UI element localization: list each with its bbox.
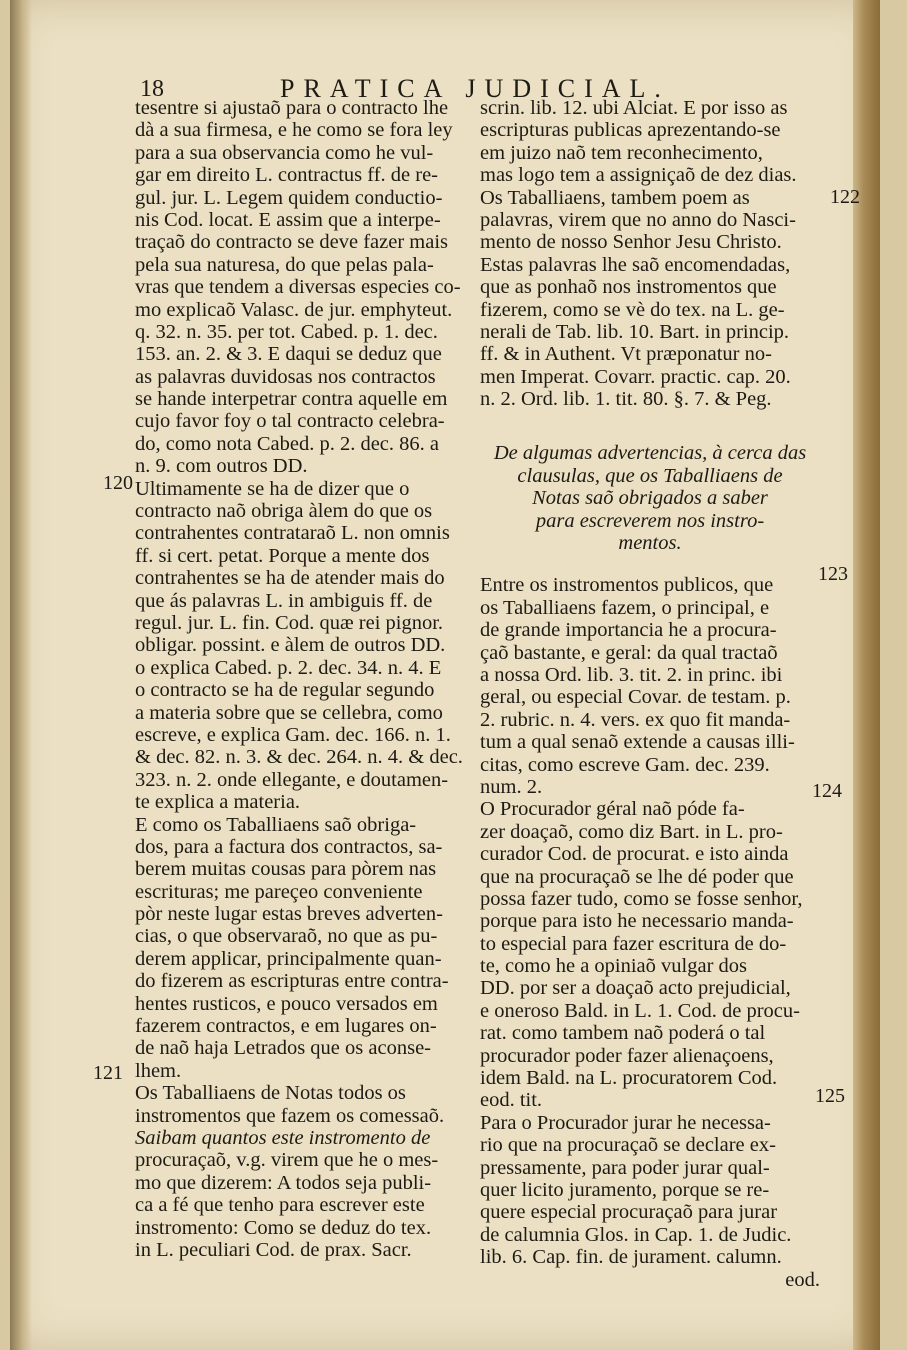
- text-line: contracto naõ obriga àlem do que os: [135, 500, 433, 523]
- text-line: gar em direito L. contractus ff. de re-: [135, 164, 439, 187]
- text-line: a nossa Ord. lib. 3. tit. 2. in princ. ibi: [480, 663, 783, 686]
- text-line: q. 32. n. 35. per tot. Cabed. p. 1. dec.: [135, 320, 438, 343]
- text-line: para a sua observancia como he vul-: [135, 141, 434, 164]
- text-line: ca a fé que tenho para escrever este: [135, 1194, 425, 1217]
- text-line: Para o Procurador jurar he necessa-: [480, 1111, 771, 1134]
- text-line: de calumnia Glos. in Cap. 1. de Judic.: [480, 1223, 792, 1246]
- text-line: contrahentes contrataraõ L. non omnis: [135, 522, 450, 545]
- text-line: to especial para fazer escritura de do-: [480, 932, 787, 955]
- text-line: vras que tendem a diversas especies co-: [135, 276, 461, 299]
- section-heading-line: clausulas, que os Taballiaens de: [517, 464, 783, 487]
- text-line: lib. 6. Cap. fin. de jurament. calumn.: [480, 1246, 782, 1269]
- margin-number: 125: [815, 1085, 845, 1107]
- text-line: n. 9. com outros DD.: [135, 455, 308, 478]
- text-line: instromento: Como se deduz do tex.: [135, 1216, 432, 1239]
- text-line: Os Taballiaens de Notas todos os: [135, 1082, 406, 1105]
- page-number: 18: [140, 76, 164, 102]
- text-line: em juizo naõ tem reconhecimento,: [480, 141, 763, 164]
- text-line: geral, ou especial Covar. de testam. p.: [480, 686, 791, 709]
- text-line: de grande importancia he a procura-: [480, 619, 777, 642]
- text-line: & dec. 82. n. 3. & dec. 264. n. 4. & dec.: [135, 746, 463, 769]
- text-line: mas logo tem a assigniçaõ de dez dias.: [480, 164, 797, 187]
- text-line: Saibam quantos este instromento de: [135, 1126, 431, 1149]
- text-line: derem applicar, principalmente quan-: [135, 947, 442, 970]
- text-line: se hande interpetrar contra aquelle em: [135, 388, 448, 411]
- margin-number: 122: [830, 186, 860, 208]
- text-line: pela sua naturesa, do que pelas pala-: [135, 253, 434, 276]
- margin-number: 124: [812, 780, 842, 802]
- text-line: lhem.: [135, 1059, 182, 1082]
- text-line: que as ponhaõ nos instromentos que: [480, 276, 777, 299]
- text-line: do, como nota Cabed. p. 2. dec. 86. a: [135, 432, 440, 455]
- text-line: 2. rubric. n. 4. vers. ex quo fit manda-: [480, 708, 791, 731]
- left-column: [135, 97, 470, 1261]
- section-heading-line: para escreverem nos instro-: [535, 509, 765, 532]
- text-line: nerali de Tab. lib. 10. Bart. in princip.: [480, 320, 790, 343]
- text-line: ff. si cert. petat. Porque a mente dos: [135, 544, 430, 567]
- text-line: traçaõ do contracto se deve fazer mais: [135, 231, 449, 254]
- text-line: escreve, e explica Gam. dec. 166. n. 1.: [135, 723, 451, 746]
- text-line: regul. jur. L. fin. Cod. quæ rei pignor.: [135, 611, 444, 634]
- text-line: 323. n. 2. onde ellegante, e doutamen-: [135, 768, 449, 791]
- text-line: Os Taballiaens, tambem poem as: [480, 186, 750, 209]
- text-line: citas, como escreve Gam. dec. 239.: [480, 753, 770, 776]
- text-line: tesentre si ajustaõ para o contracto lhe: [135, 97, 449, 119]
- text-line: Ultimamente se ha de dizer que o: [135, 477, 410, 500]
- text-line: quer licito juramento, porque se re-: [480, 1178, 770, 1201]
- text-line: DD. por ser a doaçaõ acto prejudicial,: [480, 977, 791, 1000]
- text-line: çaõ bastante, e geral: da qual tractaõ: [480, 641, 778, 664]
- text-line: rio que na procuraçaõ se declare ex-: [480, 1134, 776, 1157]
- text-line: contrahentes se ha de atender mais do: [135, 567, 445, 590]
- text-line: nis Cod. locat. E assim que a interpe-: [135, 208, 441, 231]
- text-line: instromentos que fazem os comessaõ.: [135, 1104, 445, 1127]
- text-line: scrin. lib. 12. ubi Alciat. E por isso as: [480, 97, 788, 119]
- margin-number: 123: [818, 563, 848, 585]
- text-line: escrituras; me pareçeo conveniente: [135, 880, 423, 903]
- running-title: PRATICA JUDICIAL.: [280, 74, 670, 103]
- text-line: num. 2.: [480, 775, 543, 798]
- section-heading-line: Notas saõ obrigados a saber: [532, 487, 768, 510]
- text-line: as palavras duvidosas nos contractos: [135, 365, 436, 388]
- text-line: e oneroso Bald. in L. 1. Cod. de procu-: [480, 999, 800, 1022]
- text-line: hentes rusticos, e pouco versados em: [135, 992, 438, 1015]
- text-line: gul. jur. L. Legem quidem conductio-: [135, 186, 443, 209]
- text-line: mo explicaõ Valasc. de jur. emphyteut.: [135, 298, 453, 321]
- text-line: E como os Taballiaens saõ obriga-: [135, 813, 417, 836]
- text-line: O Procurador géral naõ póde fa-: [480, 798, 745, 821]
- text-line: Entre os instromentos publicos, que: [480, 574, 774, 597]
- text-line: cias, o que observaraõ, no que as pu-: [135, 925, 438, 948]
- text-line: o explica Cabed. p. 2. dec. 34. n. 4. E: [135, 656, 442, 679]
- text-line: procurador poder fazer alienaçoens,: [480, 1044, 774, 1067]
- text-line: dos, para a factura dos contractos, sa-: [135, 835, 443, 858]
- text-line: mento de nosso Senhor Jesu Christo.: [480, 231, 782, 254]
- text-line: te, como he a opiniaõ vulgar dos: [480, 955, 748, 978]
- text-line: idem Bald. na L. procuratorem Cod.: [480, 1067, 778, 1090]
- text-line: cujo favor foy o tal contracto celebra-: [135, 410, 445, 433]
- text-line: possa fazer tudo, como se fosse senhor,: [480, 887, 803, 910]
- text-line: rat. como tambem naõ poderá o tal: [480, 1022, 766, 1045]
- text-line: eod.: [785, 1268, 820, 1291]
- margin-number: 121: [93, 1062, 123, 1084]
- text-line: porque para isto he necessario manda-: [480, 910, 794, 933]
- text-line: n. 2. Ord. lib. 1. tit. 80. §. 7. & Peg.: [480, 388, 772, 411]
- text-line: men Imperat. Covarr. practic. cap. 20.: [480, 365, 791, 388]
- text-line: fizerem, como se vè do tex. na L. ge-: [480, 298, 785, 321]
- right-column: [480, 97, 820, 1291]
- text-line: te explica a materia.: [135, 791, 301, 814]
- text-line: pressamente, para poder jurar qual-: [480, 1156, 770, 1179]
- text-line: que na procuraçaõ se lhe dé poder que: [480, 865, 794, 888]
- text-line: fazerem contractos, e em lugares on-: [135, 1015, 437, 1038]
- section-heading-line: mentos.: [618, 532, 682, 555]
- text-line: in L. peculiari Cod. de prax. Sacr.: [135, 1238, 412, 1261]
- text-line: ff. & in Authent. Vt præponatur no-: [480, 343, 772, 366]
- text-line: o contracto se ha de regular segundo: [135, 679, 435, 702]
- text-line: escripturas publicas aprezentando-se: [480, 119, 781, 142]
- text-line: eod. tit.: [480, 1089, 543, 1112]
- text-line: zer doaçaõ, como diz Bart. in L. pro-: [480, 820, 783, 843]
- text-line: do fizerem as escripturas entre contra-: [135, 970, 449, 993]
- text-line: quere especial procuraçaõ para jurar: [480, 1201, 778, 1224]
- text-line: de naõ haja Letrados que os aconse-: [135, 1037, 431, 1060]
- text-line: curador Cod. de procurat. e isto ainda: [480, 843, 789, 866]
- text-line: dà a sua firmesa, e he como se fora ley: [135, 119, 453, 142]
- text-line: obligar. possint. e àlem de outros DD.: [135, 634, 446, 657]
- text-line: a materia sobre que se cellebra, como: [135, 701, 443, 724]
- text-line: palavras, virem que no anno do Nasci-: [480, 208, 796, 231]
- text-line: os Taballiaens fazem, o principal, e: [480, 596, 770, 619]
- spine-shadow: [10, 0, 32, 1350]
- text-line: que ás palavras L. in ambiguis ff. de: [135, 589, 433, 612]
- text-line: berem muitas cousas para pòrem nas: [135, 858, 437, 881]
- margin-number: 120: [103, 472, 133, 494]
- section-heading-line: De algumas advertencias, à cerca das: [493, 442, 807, 465]
- text-line: mo que dizerem: A todos seja publi-: [135, 1171, 432, 1194]
- text-line: procuraçaõ, v.g. virem que he o mes-: [135, 1149, 439, 1172]
- text-line: pòr neste lugar estas breves adverten-: [135, 903, 443, 926]
- text-line: tum a qual senaõ extende a causas illi-: [480, 731, 795, 754]
- text-line: 153. an. 2. & 3. E daqui se deduz que: [135, 343, 442, 366]
- text-line: Estas palavras lhe saõ encomendadas,: [480, 253, 791, 276]
